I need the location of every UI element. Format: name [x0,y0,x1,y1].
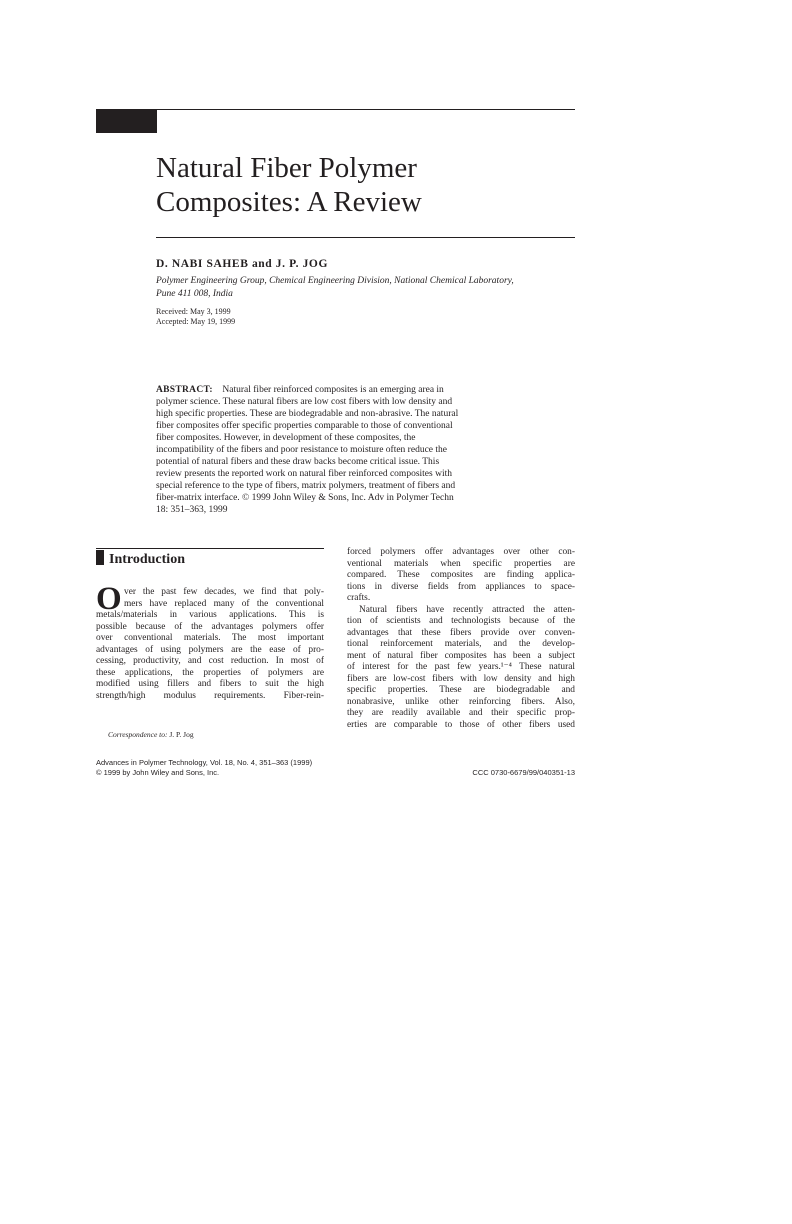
copyright-notice: © 1999 by John Wiley and Sons, Inc. [96,768,220,777]
ccc-code: CCC 0730-6679/99/040351-13 [472,768,575,777]
drop-cap: O [96,581,122,617]
text-line: forced polymers offer advantages over other con- [347,547,575,557]
text-line: compared. These composites are finding applica- [347,570,575,580]
text-line: they are readily available and their specific prop- [347,708,575,718]
abstract-line: review presents the reported work on natural fiber reinforced composites with [156,469,452,479]
accepted-date: Accepted: May 19, 1999 [156,317,236,326]
text-line: modified using fillers and fibers to suit the high [96,679,324,689]
abstract-line: potential of natural fibers and these draw backs become critical issue. This [156,457,440,467]
abstract-line: ABSTRACT: Natural fiber reinforced composites is an emerging area in [156,385,444,395]
intro-paragraph [96,587,324,702]
text-line: possible because of the advantages polymers offer [96,621,324,632]
text-line: tions in diverse fields from appliances to space- [347,581,575,592]
header-rule [96,109,575,110]
text-line: strength/high modulus requirements. Fiber-rein- [96,690,324,701]
text-line: metals/materials in various applications. This is [96,610,324,620]
text-line: ment of natural fiber composites has been a subject [347,650,575,661]
abstract-line: high specific properties. These are biodegradable and non-abrasive. The natural [156,409,459,419]
text-line: these applications, the properties of polymers are [96,667,324,678]
correspondence-note [108,730,194,739]
received-date: Received: May 3, 1999 [156,307,231,316]
text-line: erties are comparable to those of other fibers used [347,719,575,730]
text-line: Natural fibers have recently attracted the atten- [359,604,575,615]
received-dates [156,307,235,327]
header-block [96,110,157,133]
title-line: Composites: A Review [156,186,422,218]
text-line: advantages of using polymers are the ease of pro- [96,644,324,655]
left-column [96,548,324,748]
text-line: of interest for the past few years.¹⁻⁴ These natural [347,662,575,672]
abstract-line: fiber-matrix interface. © 1999 John Wiley & Sons, Inc. Adv in Polymer Techn [156,493,454,503]
abstract-line: fiber composites. However, in development of these composites, the [156,433,416,443]
text-line: specific properties. These are biodegradable and [347,685,575,695]
abstract-line: special reference to the type of fibers, matrix polymers, treatment of fibers and [156,481,456,491]
text-line: tion of scientists and technologists because of the [347,616,575,626]
affiliation [156,275,556,301]
correspondence-name: J. P. Jog [169,730,194,739]
affiliation-line: Polymer Engineering Group, Chemical Engineering Division, National Chemical Laboratory, [156,276,514,286]
section-marker [96,550,104,565]
text-line: nonabrasive, unlike other reinforcing fibers. Also, [347,696,575,707]
text-line: over conventional materials. The most important [96,633,324,643]
abstract-line: incompatibility of the fibers and poor resistance to moisture often reduce the [156,445,447,455]
text-line: fibers are low-cost fibers with low density and high [347,673,575,684]
text-line: cessing, productivity, and cost reduction. In most of [96,656,324,666]
correspondence-label: Correspondence to: [108,730,168,739]
text-line: ventional materials when specific properties are [347,558,575,569]
text-line: crafts. [347,593,371,603]
section-title: Introduction [109,552,185,567]
title-line: Natural Fiber Polymer [156,152,417,184]
text-line: advantages that these fibers provide over conven- [347,627,575,638]
article-title [156,151,576,219]
text-line: tional reinforcement materials, and the develop- [347,639,575,649]
abstract-line: fiber composites offer specific properties comparable to those of conventional [156,421,453,431]
section-rule [96,548,324,549]
abstract-line: 18: 351–363, 1999 [156,505,228,515]
title-rule [156,237,575,238]
authors: D. NABI SAHEB and J. P. JOG [156,258,329,270]
text-line: mers have replaced many of the conventional [124,598,324,609]
text-line: ver the past few decades, we find that poly- [124,587,324,597]
journal-citation: Advances in Polymer Technology, Vol. 18, No. 4, 351–363 (1999) [96,758,313,767]
abstract [156,384,516,516]
abstract-label: ABSTRACT: [156,385,213,395]
abstract-line: polymer science. These natural fibers are low cost fibers with low density and [156,397,453,407]
page-footer [96,758,575,778]
affiliation-line: Pune 411 008, India [156,289,233,299]
right-column [347,547,575,731]
